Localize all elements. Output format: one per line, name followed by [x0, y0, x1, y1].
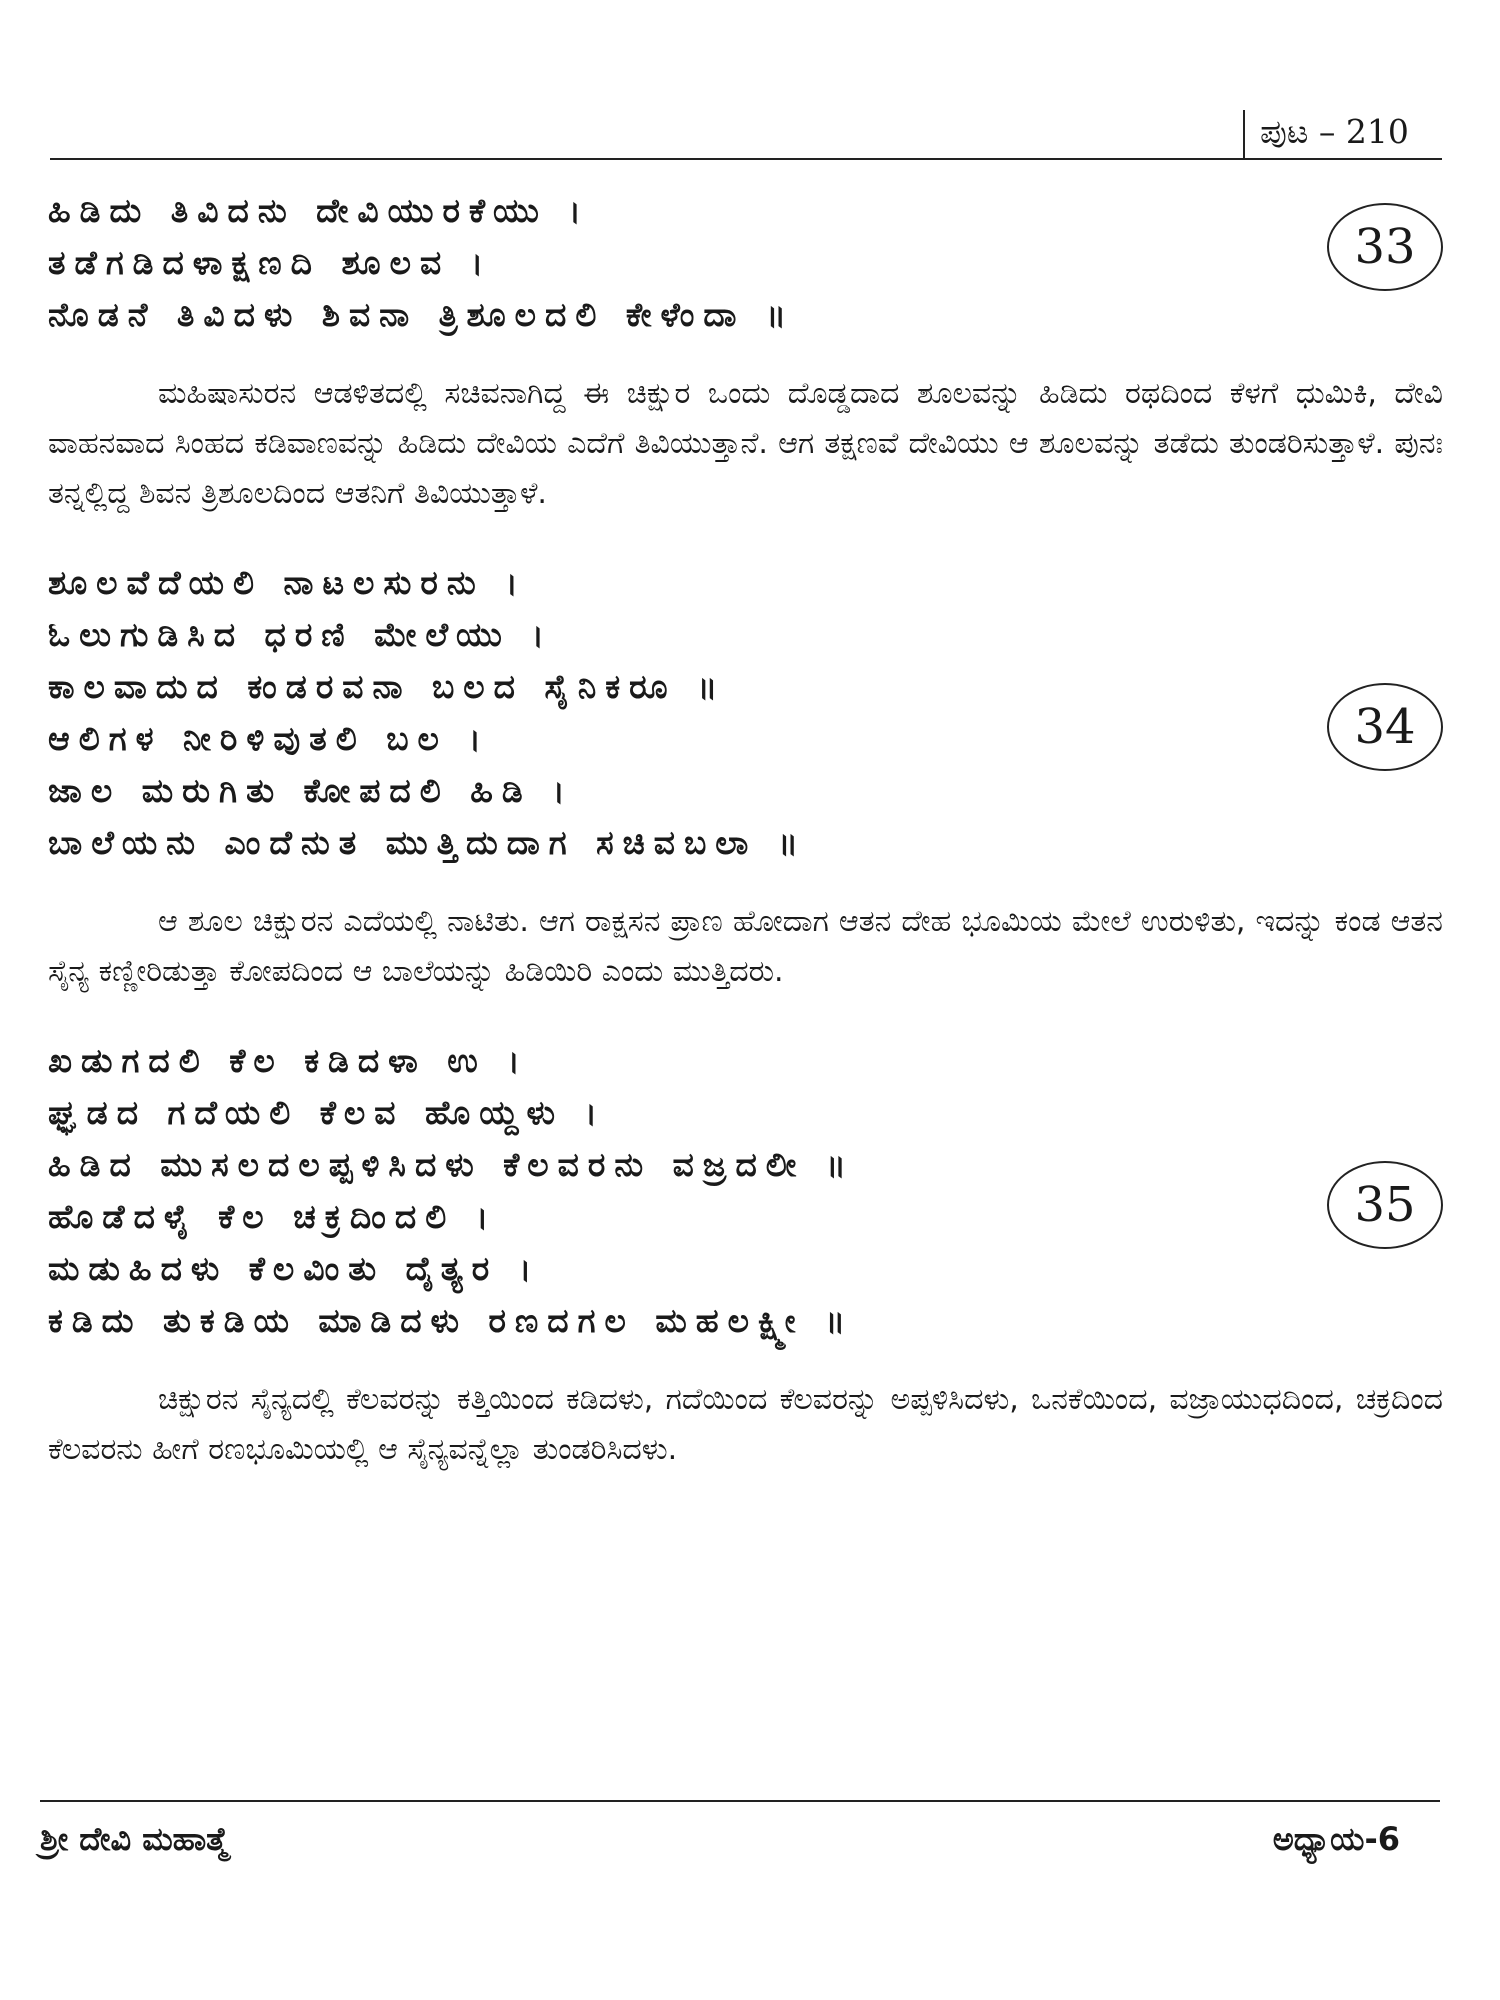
page-header — [50, 110, 1442, 160]
verse-line: ಕಾಲವಾದುದ ಕಂಡರವನಾ ಬಲದ ಸೈನಿಕರೂ ॥ — [48, 667, 727, 706]
book-title: ಶ್ರೀ ದೇವಿ ಮಹಾತ್ಮೆ — [40, 1820, 229, 1858]
prose-paragraph: ಮಹಿಷಾಸುರನ ಆಡಳಿತದಲ್ಲಿ ಸಚಿವನಾಗಿದ್ದ ಈ ಚಿಕ್ಷುರ ಒಂದು ದೊಡ್ಡದಾದ ಶೂಲವನ್ನು ಹಿಡಿದು ರಥದಿಂದ ಕೆಳಗೆ ಧುಮಿಕಿ, ದೇವಿ ವಾಹನವಾದ ಸಿಂಹದ ಕಡಿವಾಣವನ್ನು ಹಿಡಿದು ದೇವಿಯ ಎದೆಗೆ ತಿವಿಯುತ್ತಾನೆ. ಆಗ ತಕ್ಷಣವೆ ದೇವಿಯು ಆ ಶೂಲವನ್ನು ತಡೆದು ತುಂಡರಿಸುತ್ತಾಳೆ. ಪುನಃ ತನ್ನಲ್ಲಿದ್ದ ಶಿವನ ತ್ರಿಶೂಲದಿಂದ ಆತನಿಗೆ ತಿವಿಯುತ್ತಾಳೆ. — [48, 376, 1443, 511]
header-divider — [1243, 110, 1245, 158]
verse-line: ಶೂಲವೆದೆಯಲಿ ನಾಟಲಸುರನು । — [48, 563, 527, 602]
prose-paragraph: ಚಿಕ್ಷುರನ ಸೈನ್ಯದಲ್ಲಿ ಕೆಲವರನ್ನು ಕತ್ತಿಯಿಂದ ಕಡಿದಳು, ಗದೆಯಿಂದ ಕೆಲವರನ್ನು ಅಪ್ಪಳಿಸಿದಳು, ಒನಕೆಯಿಂದ, ವಜ್ರಾಯುಧದಿಂದ, ಚಕ್ರದಿಂದ ಕೆಲವರನು ಹೀಗೆ ರಣಭೂಮಿಯಲ್ಲಿ ಆ ಸೈನ್ಯವನ್ನೆಲ್ಲಾ ತುಂಡರಿಸಿದಳು. — [48, 1382, 1443, 1467]
verse-line: ಹಿಡಿದ ಮುಸಲದಲಪ್ಪಳಿಸಿದಳು ಕೆಲವರನು ವಜ್ರದಲೀ ॥ — [48, 1145, 855, 1184]
prose-paragraph: ಆ ಶೂಲ ಚಿಕ್ಷುರನ ಎದೆಯಲ್ಲಿ ನಾಟಿತು. ಆಗ ರಾಕ್ಷಸನ ಪ್ರಾಣ ಹೋದಾಗ ಆತನ ದೇಹ ಭೂಮಿಯ ಮೇಲೆ ಉರುಳಿತು, ಇದನ್ನು ಕಂಡ ಆತನ ಸೈನ್ಯ ಕಣ್ಣೀರಿಡುತ್ತಾ ಕೋಪದಿಂದ ಆ ಬಾಲೆಯನ್ನು ಹಿಡಿಯಿರಿ ಎಂದು ಮುತ್ತಿದರು. — [48, 904, 1443, 989]
verse-line: ನೊಡನೆ ತಿವಿದಳು ಶಿವನಾ ತ್ರಿಶೂಲದಲಿ ಕೇಳೆಂದಾ ॥ — [48, 295, 795, 334]
page-footer — [40, 1800, 1440, 1862]
page-content — [48, 185, 1443, 1513]
verse-33 — [48, 185, 1443, 341]
verse-35 — [48, 1035, 1443, 1347]
verse-line: ಹಿಡಿದು ತಿವಿದನು ದೇವಿಯುರಕೆಯು । — [48, 191, 590, 230]
verse-line: ಕಡಿದು ತುಕಡಿಯ ಮಾಡಿದಳು ರಣದಗಲ ಮಹಲಕ್ಷ್ಮೀ ॥ — [48, 1301, 855, 1340]
verse-34 — [48, 557, 1443, 869]
verse-line: ಮಡುಹಿದಳು ಕೆಲವಿಂತು ದೈತ್ಯರ । — [48, 1249, 541, 1288]
verse-line: ಆಲಿಗಳ ನೀರಿಳಿವುತಲಿ ಬಲ । — [48, 719, 490, 758]
verse-line: ಹೊಡೆದಳೈ ಕೆಲ ಚಕ್ರದಿಂದಲಿ । — [48, 1197, 498, 1236]
verse-line: ಬಾಲೆಯನು ಎಂದೆನುತ ಮುತ್ತಿದುದಾಗ ಸಚಿವಬಲಾ ॥ — [48, 823, 807, 862]
verse-number-badge: 34 — [1327, 683, 1443, 771]
verse-line: ತಡೆಗಡಿದಳಾಕ್ಷಣದಿ ಶೂಲವ । — [48, 243, 493, 282]
chapter-label: ಅಧ್ಯಾಯ-6 — [1272, 1820, 1400, 1858]
verse-number-badge: 35 — [1327, 1161, 1443, 1249]
verse-number-badge: 33 — [1327, 203, 1443, 291]
verse-line: ಖಡುಗದಲಿ ಕೆಲ ಕಡಿದಳಾ ಉ । — [48, 1041, 529, 1080]
verse-line: ಓಲುಗುಡಿಸಿದ ಧರಣಿ ಮೇಲೆಯು । — [48, 615, 553, 654]
verse-line: ಘ್ಘಡದ ಗದೆಯಲಿ ಕೆಲವ ಹೊಯ್ದಳು । — [48, 1093, 606, 1132]
page-number: ಪುಟ – 210 — [1260, 112, 1409, 151]
verse-line: ಜಾಲ ಮರುಗಿತು ಕೋಪದಲಿ ಹಿಡಿ । — [48, 771, 574, 810]
